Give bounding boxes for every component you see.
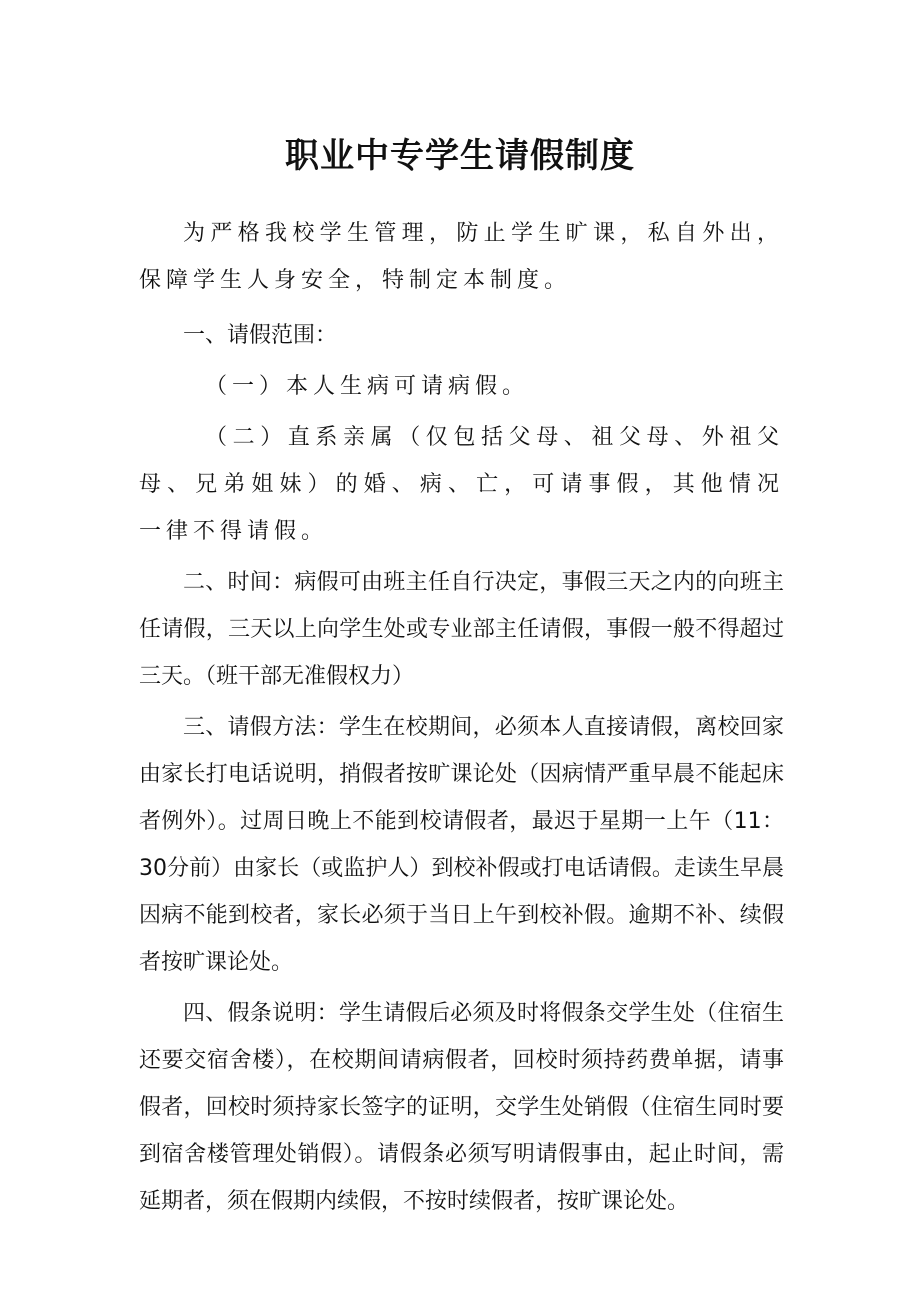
section-1-heading: 一、请假范围：	[183, 323, 338, 348]
intro-paragraph: 为严格我校学生管理，防止学生旷课，私自外出，保障学生人身安全，特制定本制度。	[139, 221, 784, 293]
section-1-item-2: （二）直系亲属（仅包括父母、祖父母、外祖父母、兄弟姐妹）的婚、病、亡，可请事假，其他情况一律不得请假。	[139, 425, 784, 544]
document-body	[139, 210, 784, 1225]
section-1-item-1: （一）本人生病可请病假。	[205, 374, 530, 399]
section-3-paragraph: 三、请假方法：学生在校期间，必须本人直接请假，离校回家由家长打电话说明，捎假者按旷课论处（因病情严重早晨不能起床者例外）。过周日晚上不能到校请假者，最迟于星期一上午（11：30分前）由家长（或监护人）到校补假或打电话请假。走读生早晨因病不能到校者，家长必须于当日上午到校补假。逾期不补、续假者按旷课论处。	[139, 715, 784, 975]
document-title: 职业中专学生请假制度	[285, 136, 635, 176]
section-2-paragraph: 二、时间：病假可由班主任自行决定，事假三天之内的向班主任请假，三天以上向学生处或专业部主任请假，事假一般不得超过三天。（班干部无准假权力）	[139, 570, 784, 689]
section-4-paragraph: 四、假条说明：学生请假后必须及时将假条交学生处（住宿生还要交宿舍楼），在校期间请病假者，回校时须持药费单据，请事假者，回校时须持家长签字的证明，交学生处销假（住宿生同时要到宿舍楼管理处销假）。请假条必须写明请假事由，起止时间，需延期者，须在假期内续假，不按时续假者，按旷课论处。	[139, 1001, 784, 1214]
